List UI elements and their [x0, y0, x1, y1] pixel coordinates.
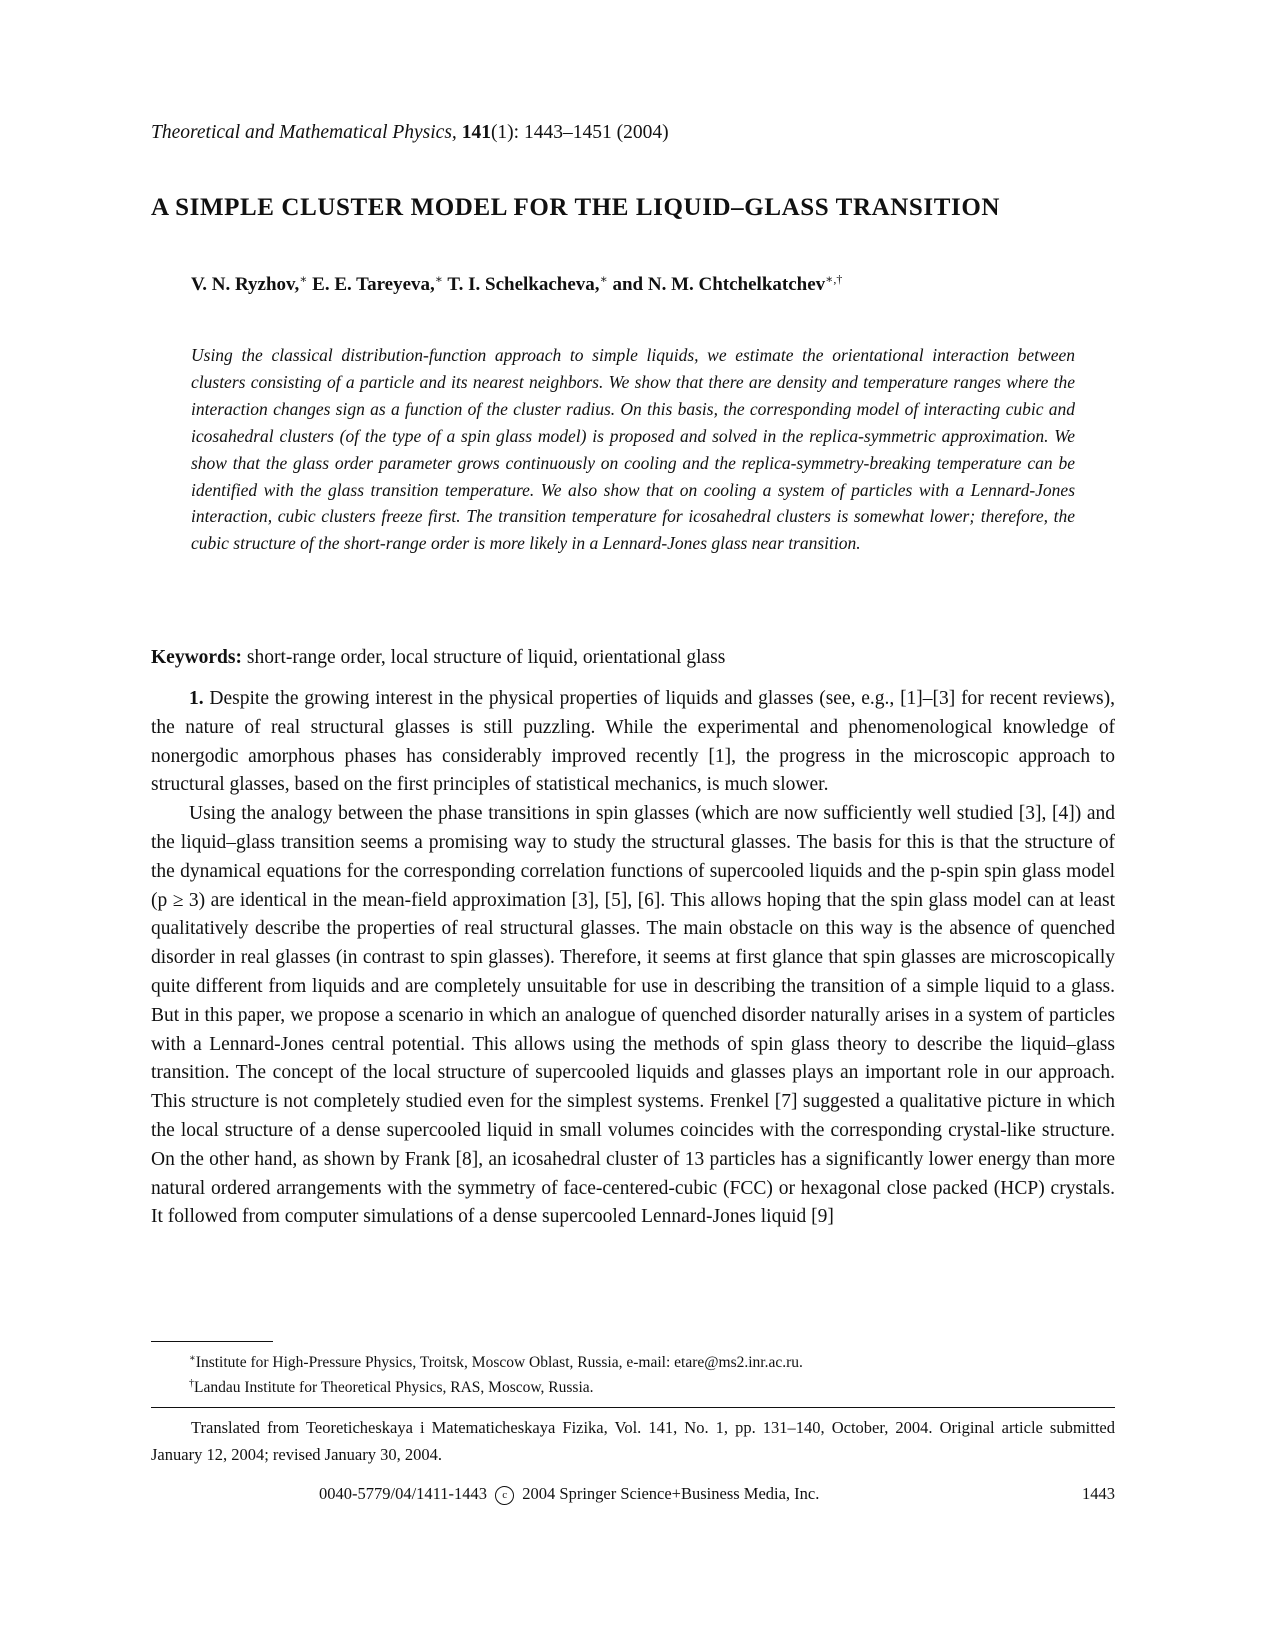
- journal-volume: 141: [461, 122, 491, 143]
- issn-code: 0040-5779/04/1411-1443: [319, 1484, 488, 1503]
- footnote-text: Landau Institute for Theoretical Physics, RAS, Moscow, Russia.: [194, 1379, 594, 1396]
- paragraph-text: Despite the growing interest in the physical properties of liquids and glasses (see, e.g., [1]–[3] for recent reviews), the nature of real structural glasses is still puzzling. While the experimental and phenomenological knowledge of nonergodic amorphous phases has considerably improved recently [1], the progress in the microscopic approach to structural glasses, based on the first principles of statistical mechanics, is much slower.: [151, 688, 1115, 796]
- body-paragraph: [151, 685, 1115, 800]
- copyright-line: [319, 1484, 819, 1505]
- section-number: 1.: [189, 688, 204, 709]
- author-name: E. E. Tareyeva,: [312, 274, 435, 295]
- footnote-mark: †: [189, 1378, 194, 1389]
- journal-name: Theoretical and Mathematical Physics,: [151, 122, 457, 143]
- footnote-mark: ∗: [189, 1353, 196, 1364]
- abstract: Using the classical distribution-function approach to simple liquids, we estimate the orientational interaction between clusters consisting of a particle and its nearest neighbors. We show that there are density and temperature ranges where the interaction changes sign as a function of the cluster radius. On this basis, the corresponding model of interacting cubic and icosahedral clusters (of the type of a spin glass model) is proposed and solved in the replica-symmetric approximation. We show that the glass order parameter grows continuously on cooling and the replica-symmetry-breaking temperature can be identified with the glass transition temperature. We also show that on cooling a system of particles with a Lennard-Jones interaction, cubic clusters freeze first. The transition temperature for icosahedral clusters is somewhat lower; therefore, the cubic structure of the short-range order is more likely in a Lennard-Jones glass near transition.: [191, 345, 1075, 554]
- body-text: [151, 685, 1115, 1232]
- keywords-text: short-range order, local structure of liquid, orientational glass: [246, 647, 726, 668]
- body-paragraph: Using the analogy between the phase transitions in spin glasses (which are now sufficiently well studied [3], [4]) and the liquid–glass transition seems a promising way to study the structural glasses. The basis for this is that the structure of the dynamical equations for the corresponding correlation functions of supercooled liquids and the p-spin spin glass model (p ≥ 3) are identical in the mean-field approximation [3], [5], [6]. This allows hoping that the spin glass model can at least qualitatively describe the properties of real structural glasses. The main obstacle on this way is the absence of quenched disorder in real glasses (in contrast to spin glasses). Therefore, it seems at first glance that spin glasses are microscopically quite different from liquids and are completely unsuitable for use in describing the transition of a simple liquid to a glass. But in this paper, we propose a scenario in which an analogue of quenched disorder naturally arises in a system of particles with a Lennard-Jones central potential. This allows using the methods of spin glass theory to describe the liquid–glass transition. The concept of the local structure of supercooled liquids and glasses plays an important role in our approach. This structure is not completely studied even for the simplest systems. Frenkel [7] suggested a qualitative picture in which the local structure of a dense supercooled liquid in small volumes coincides with the corresponding crystal-like structure. On the other hand, as shown by Frank [8], an icosahedral cluster of 13 particles has a significantly lower energy than more natural ordered arrangements with the symmetry of face-centered-cubic (FCC) or hexagonal close packed (HCP) crystals. It followed from computer simulations of a dense supercooled Lennard-Jones liquid [9]: [151, 803, 1115, 1228]
- footnote: [189, 1348, 803, 1373]
- keywords: [151, 647, 725, 669]
- copyright-icon: c: [495, 1486, 514, 1505]
- footnote-rule: [151, 1341, 273, 1342]
- footnote: [189, 1373, 803, 1398]
- copyright-text: 2004 Springer Science+Business Media, Inc.: [522, 1484, 820, 1503]
- journal-citation: [151, 122, 669, 144]
- author-name: and N. M. Chtchelkatchev: [612, 274, 826, 295]
- translation-rule: [151, 1407, 1115, 1408]
- author-name: V. N. Ryzhov,: [191, 274, 300, 295]
- author-affiliation-mark: ∗: [599, 272, 608, 286]
- journal-issue-pages-year: (1): 1443–1451 (2004): [490, 122, 669, 143]
- translation-note: Translated from Teoreticheskaya i Matematicheskaya Fizika, Vol. 141, No. 1, pp. 131–140, October, 2004. Original article submitted January 12, 2004; revised January 30, 2004.: [151, 1418, 1115, 1464]
- author-name: T. I. Schelkacheva,: [447, 274, 600, 295]
- footnote-text: Institute for High-Pressure Physics, Troitsk, Moscow Oblast, Russia, e-mail: etare@ms2.inr.ac.ru.: [195, 1354, 803, 1371]
- author-affiliation-mark: ∗,†: [825, 272, 843, 286]
- author-affiliation-mark: ∗: [299, 272, 308, 286]
- author-list: [191, 272, 842, 296]
- paper-title: A SIMPLE CLUSTER MODEL FOR THE LIQUID–GLASS TRANSITION: [151, 194, 1001, 221]
- author-affiliation-mark: ∗: [434, 272, 443, 286]
- footnotes: [189, 1348, 803, 1398]
- keywords-label: Keywords:: [151, 647, 242, 668]
- page-number: 1443: [1082, 1484, 1115, 1503]
